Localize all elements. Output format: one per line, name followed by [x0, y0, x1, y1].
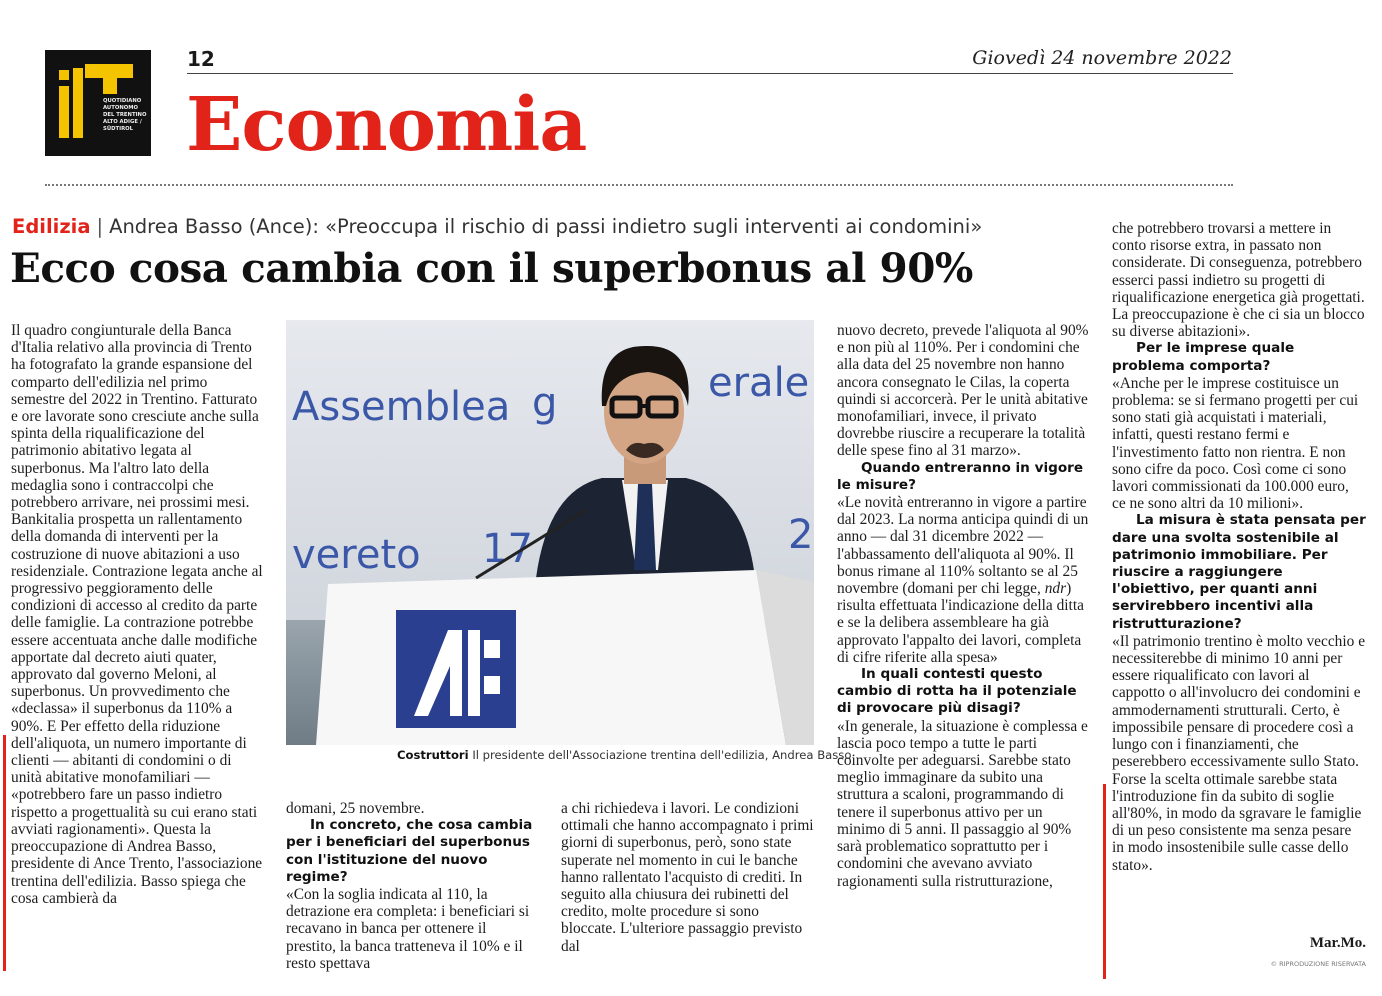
article-column-1	[11, 322, 264, 907]
article-column-2	[286, 800, 539, 972]
answer-2-text-a: «Le novità entreranno in vigore a partire dal 2023. La norma anticipa quindi di un anno — dal 31 dicembre 2022 — l'abbassamento dell'aliquota al 90%. Il bonus rimane al 110% soltanto se al 25 novembre (domani per chi legge,	[837, 494, 1089, 598]
answer-1-text: «Con la soglia indicata al 110, la detrazione era completa: i beneficiari si recavano in banca per ottenere il prestito, la banca tratteneva il 10% e il resto spettava	[286, 886, 530, 972]
kicker-subhead: Andrea Basso (Ance): «Preoccupa il rischio di passi indietro sugli interventi ai condomini»	[109, 215, 983, 238]
photo-illustration	[286, 320, 814, 745]
question-1-text: In concreto, che cosa cambia per i beneficiari del superbonus con l'istituzione del nuovo regime?	[286, 817, 533, 885]
column-3-text: a chi richiedeva i lavori. Le condizioni ottimali che hanno accompagnato i primi giorni di superbonus, però, sono state superate nel momento in cui le banche hanno rallentato l'acquisto di crediti. In seguito alla chiusura dei rubinetti del credito, molte procedure si sono bloccate. L'ulteriore passaggio previsto dal	[561, 800, 814, 955]
podium-logo-stem	[468, 630, 480, 716]
article-photo	[286, 320, 814, 745]
question-2	[837, 460, 1092, 494]
question-3-text: In quali contesti questo cambio di rotta ha il potenziale di provocare più disagi?	[837, 666, 1077, 717]
answer-2-text-b: ) risulta effettuata l'indicazione della ditta e se la delibera assembleare ha già approvato l'appalto dei lavori, completa di cifre riferite alla spesa»	[837, 580, 1084, 666]
column-2-lead: domani, 25 novembre.	[286, 800, 425, 817]
banner-number-17: 17	[482, 526, 533, 572]
article-column-3	[561, 800, 814, 955]
podium-logo-square-top	[484, 640, 500, 658]
column-1-text: Il quadro congiunturale della Banca d'Italia relativo alla provincia di Trento ha fotografato la grande espansione del comparto dell'edilizia nel primo semestre del 2022 in Trentino. Fatturato e ore lavorate sono cresciute anche sulla spinta della riqualificazione del patrimonio abitativo legata al superbonus. Ma l'altro lato della medaglia sono i contraccolpi che potrebbero arrivare, nei prossimi mesi. Bankitalia prospetta un rallentamento della domanda di interventi per la costruzione di nuove abitazioni a uso residenziale. Contrazione legata anche al progressivo peggioramento delle condizioni di accesso al credito da parte delle famiglie. La contrazione potrebbe essere accentuata anche dalle modifiche apportate dal decreto aiuti quater, approvato dal governo Meloni, al superbonus. Un provvedimento che «declassa» il superbonus da 110% a 90%. E Per effetto della riduzione dell'aliquota, un numero importante di clienti — abitanti di condomini o di unità abitative monofamiliari — «potrebbero fare un passo indietro rispetto a progettualità su cui erano stati avviati ragionamenti». Questa la preoccupazione di Andrea Basso, presidente di Ance Trento, l'associazione trentina dell'edilizia. Basso spiega che cosa cambierà da	[11, 322, 263, 907]
question-3	[837, 666, 1092, 718]
banner-word-erale: erale	[708, 360, 810, 406]
kicker-topic: Edilizia	[12, 215, 91, 238]
caption-label: Costruttori	[397, 748, 469, 762]
banner-word-vereto: vereto	[292, 532, 421, 578]
answer-3-text: «In generale, la situazione è complessa e lascia poco tempo a tutte le parti coinvolte per adeguarsi. Sarebbe stato meglio immaginare da subito una struttura a scaloni, programmando di tenere il superbonus attivo per un minimo di 5 anni. Il passaggio al 90% sarà problematico soprattutto per i condomini che avevano avviato ragionamenti sulla ristrutturazione,	[837, 717, 1088, 890]
question-5	[1112, 512, 1366, 632]
page-number: 12	[187, 47, 215, 71]
section-title: Economia	[186, 82, 587, 168]
logo-t-stem	[103, 64, 117, 94]
header-rule	[187, 73, 1233, 74]
answer-2-ndr: ndr	[1044, 580, 1067, 598]
column-5-lead: che potrebbero trovarsi a mettere in conto risorse extra, in passato non considerate. Di conseguenza, potrebbero esserci passi indietro su progetti di riqualificazione energetica già progettati. La preoccupazione è che ci sia un blocco su diverse abitazioni».	[1112, 220, 1365, 341]
logo-tagline: QUOTIDIANO AUTONOMO DEL TRENTINO ALTO ADIGE / SÜDTIROL	[103, 98, 147, 132]
logo-i	[59, 86, 69, 138]
author-signature: Mar.Mo.	[1309, 935, 1366, 951]
answer-2	[837, 494, 1092, 666]
column-4-lead: nuovo decreto, prevede l'aliquota al 90% e non più al 110%. Per i condomini che alla data del 25 novembre non hanno ancora consegnato le Cilas, la coperta quindi si accorcerà. Per le unità abitative monofamiliari, invece, il privato dovrebbe riuscire a recuperare la totalità delle spese fino al 31 marzo».	[837, 322, 1089, 460]
copyright-notice: © RIPRODUZIONE RISERVATA	[1270, 960, 1366, 968]
banner-word-assemblea: Assemblea	[292, 384, 511, 430]
question-5-text: La misura è stata pensata per dare una svolta sostenibile al patrimonio immobiliare. Per riuscire a raggiungere l'obiettivo, per quanti anni servirebbero incentivi alla ristrutturazione?	[1112, 512, 1366, 632]
answer-4-text: «Anche per le imprese costituisce un problema: se si fermano progetti per cui sono stati già acquistati i materiali, infatti, questi restano fermi e l'investimento fatto non rientra. E non sono cifre da poco. Così come ci sono lavori commissionati da 100.000 euro, ce ne sono altri da 10 milioni».	[1112, 374, 1359, 513]
caption-text: Il presidente dell'Associazione trentina dell'edilizia, Andrea Basso	[472, 748, 852, 762]
highlight-bar-right	[1103, 784, 1106, 979]
question-4-text: Per le imprese quale problema comporta?	[1112, 340, 1295, 374]
banner-number-2: 2	[788, 512, 814, 558]
podium	[316, 570, 786, 745]
logo-i-dot	[59, 70, 69, 80]
article-column-5	[1112, 220, 1366, 874]
question-1	[286, 817, 539, 886]
kicker-separator: |	[96, 215, 104, 238]
article-kicker	[12, 214, 982, 240]
logo-l	[73, 68, 83, 138]
question-4	[1112, 340, 1366, 374]
article-column-4	[837, 322, 1092, 890]
photo-caption	[397, 746, 852, 764]
banner-word-g: g	[532, 380, 558, 426]
podium-logo-square-bottom	[484, 676, 500, 694]
question-2-text: Quando entreranno in vigore le misure?	[837, 459, 1084, 493]
section-divider	[45, 184, 1233, 186]
answer-5-text: «Il patrimonio trentino è molto vecchio e necessiterebbe di minimo 10 anni per essere riqualificato con lavori al cappotto o all'involucro dei condomini e ammodernamenti strutturali. Certo, è impossibile pensare di procedere così a lungo con i finanziamenti, che peserebbero eccessivamente sullo Stato. Forse la scelta ottimale sarebbe stata l'introduzione fin da subito di soglie all'80%, in modo da sgravare le famiglie di un peso consistente ma senza pesare in modo insostenibile sulle casse dello stato».	[1112, 632, 1366, 874]
newspaper-logo	[45, 50, 151, 156]
issue-date: Giovedì 24 novembre 2022	[972, 47, 1232, 69]
highlight-bar-left	[3, 735, 6, 971]
article-headline: Ecco cosa cambia con il superbonus al 90%	[10, 244, 973, 292]
